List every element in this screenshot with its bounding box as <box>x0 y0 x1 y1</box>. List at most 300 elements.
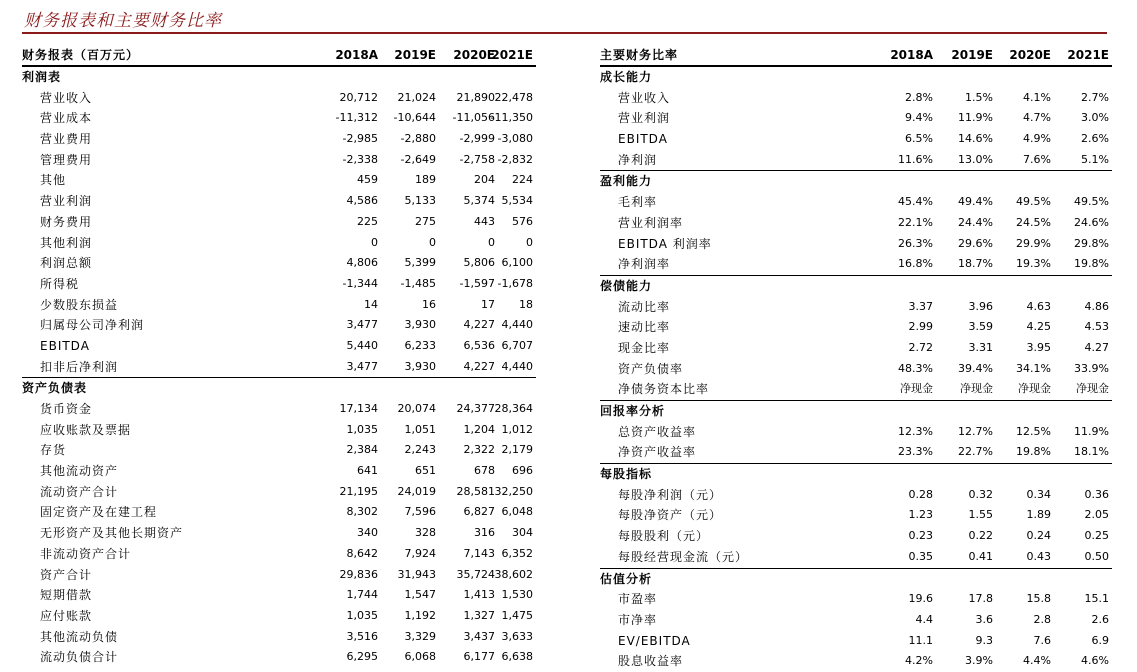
row-value: 6,100 <box>501 256 533 270</box>
row-value: 1.23 <box>908 508 933 522</box>
row-value: 17.8 <box>968 592 993 606</box>
section-header <box>600 400 1112 422</box>
section-title: 每股指标 <box>600 467 653 482</box>
table-row <box>600 526 1112 547</box>
table-row <box>22 253 536 274</box>
row-value: 1,327 <box>463 608 495 622</box>
table-row <box>22 212 536 233</box>
row-value: 2.6 <box>1091 612 1109 626</box>
row-value: 3,633 <box>501 629 533 643</box>
table-header <box>22 46 536 67</box>
table-row <box>22 627 536 648</box>
table-row <box>600 379 1112 400</box>
table-row <box>22 585 536 606</box>
row-value: 21,195 <box>339 484 378 498</box>
row-label: 营业收入 <box>40 90 93 105</box>
table-row <box>22 108 536 129</box>
row-value: 3.0% <box>1081 111 1109 125</box>
table-row <box>600 422 1112 443</box>
table-row <box>22 523 536 544</box>
row-value: 16 <box>422 297 436 311</box>
table-row <box>22 336 536 357</box>
row-value: 4.9% <box>1023 132 1051 146</box>
row-value: 1,035 <box>346 608 378 622</box>
row-value: 20,712 <box>339 90 378 104</box>
row-value: 12.5% <box>1016 424 1051 438</box>
table-row <box>22 274 536 295</box>
section-title: 估值分析 <box>600 571 653 586</box>
row-value: 39.4% <box>958 361 993 375</box>
row-value: 6,536 <box>463 338 495 352</box>
row-value: 6,352 <box>501 546 533 560</box>
row-value: 4.53 <box>1084 320 1109 334</box>
row-value: 3,930 <box>404 359 436 373</box>
table-row <box>600 485 1112 506</box>
row-value: 7,924 <box>404 546 436 560</box>
row-label: 毛利率 <box>618 195 658 210</box>
row-value: 189 <box>415 173 436 187</box>
row-value: -3,080 <box>497 132 533 146</box>
table-row <box>22 295 536 316</box>
row-value: 29.8% <box>1074 236 1109 250</box>
table-row <box>22 233 536 254</box>
row-label: 流动资产合计 <box>40 484 119 499</box>
row-value: 3.59 <box>968 320 993 334</box>
row-label: 现金比率 <box>618 340 671 355</box>
row-label: 营业成本 <box>40 111 93 126</box>
table-row <box>600 589 1112 610</box>
row-value: -1,678 <box>497 276 533 290</box>
table-row <box>22 482 536 503</box>
row-value: 1,744 <box>346 588 378 602</box>
table-row <box>600 192 1112 213</box>
row-value: 0 <box>371 235 378 249</box>
row-value: 32,250 <box>494 484 533 498</box>
row-value: 49.4% <box>958 195 993 209</box>
row-value: 1,012 <box>501 422 533 436</box>
row-label: 货币资金 <box>40 402 93 416</box>
row-value: -1,344 <box>342 276 378 290</box>
row-value: 21,024 <box>397 90 436 104</box>
row-label: 管理费用 <box>40 152 93 167</box>
row-label: 应付账款 <box>40 608 93 623</box>
row-value: 3.37 <box>908 299 933 313</box>
row-value: 3,437 <box>463 629 495 643</box>
row-value: 26.3% <box>898 236 933 250</box>
table-row <box>22 129 536 150</box>
row-value: 19.8% <box>1016 445 1051 459</box>
table-header <box>600 46 1112 67</box>
row-value: 24,019 <box>397 484 436 498</box>
row-value: 4.63 <box>1026 299 1051 313</box>
row-value: 11.6% <box>898 152 933 166</box>
row-value: 316 <box>474 526 495 540</box>
row-value: 2,179 <box>501 443 533 457</box>
row-value: 8,642 <box>346 546 378 560</box>
row-label: 少数股东损益 <box>40 297 119 312</box>
row-value: -2,832 <box>497 152 533 166</box>
financial-ratios-table <box>600 46 1112 672</box>
row-label: 其他流动负债 <box>40 629 119 644</box>
row-value: 14.6% <box>958 132 993 146</box>
section-header <box>600 568 1112 590</box>
row-value: 6,707 <box>501 338 533 352</box>
section-header <box>600 170 1112 192</box>
row-value: 6,048 <box>501 505 533 519</box>
row-value: 6.5% <box>905 132 933 146</box>
row-value: -2,880 <box>400 132 436 146</box>
row-value: 2.6% <box>1081 132 1109 146</box>
row-value: 9.4% <box>905 111 933 125</box>
row-value: 1,530 <box>501 588 533 602</box>
row-value: 24.5% <box>1016 215 1051 229</box>
row-value: 8,302 <box>346 505 378 519</box>
row-value: 49.5% <box>1074 195 1109 209</box>
row-value: 21,890 <box>456 90 495 104</box>
column-header-3: 2021E <box>1067 48 1109 62</box>
row-value: 0.22 <box>968 529 993 543</box>
row-label: 其他流动资产 <box>40 464 119 479</box>
row-value: 净现金 <box>1018 382 1051 396</box>
row-value: 1,035 <box>346 422 378 436</box>
table-row <box>600 234 1112 255</box>
row-label: 其他利润 <box>40 235 93 250</box>
table-row <box>600 213 1112 234</box>
row-value: -2,338 <box>342 152 378 166</box>
row-label: 固定资产及在建工程 <box>40 505 158 520</box>
row-value: 2,322 <box>463 443 495 457</box>
row-label: 无形资产及其他长期资产 <box>40 526 184 541</box>
table-row <box>600 359 1112 380</box>
table-row <box>22 191 536 212</box>
row-value: 6,295 <box>346 650 378 664</box>
row-label: 资产合计 <box>40 567 93 582</box>
row-value: 28,364 <box>494 402 533 415</box>
row-value: 7,596 <box>404 505 436 519</box>
row-value: 24.6% <box>1074 215 1109 229</box>
row-value: 3,477 <box>346 318 378 332</box>
row-value: 696 <box>512 464 533 478</box>
row-value: 2.05 <box>1084 508 1109 522</box>
row-label: 存货 <box>40 443 67 458</box>
column-header-3: 2021E <box>491 48 533 62</box>
row-value: 4.6% <box>1081 654 1109 668</box>
row-value: 15.8 <box>1026 592 1051 606</box>
row-value: 6,233 <box>404 338 436 352</box>
column-header-0: 2018A <box>335 48 378 62</box>
row-value: 4,227 <box>463 318 495 332</box>
table-row <box>600 254 1112 275</box>
row-value: 5,806 <box>463 256 495 270</box>
row-value: 6,068 <box>404 650 436 664</box>
row-value: 11.9% <box>958 111 993 125</box>
row-value: 15.1 <box>1084 592 1109 606</box>
row-label: 净利润率 <box>618 257 671 272</box>
row-label: 流动比率 <box>618 299 671 314</box>
row-value: 0.28 <box>908 487 933 501</box>
row-value: -11,056 <box>452 111 495 125</box>
row-value: 净现金 <box>900 382 933 396</box>
row-label: 营业利润 <box>40 194 93 209</box>
column-header-1: 2019E <box>394 48 436 62</box>
row-value: 651 <box>415 464 436 478</box>
section-header <box>22 67 536 88</box>
row-value: 5,534 <box>501 194 533 208</box>
row-value: 49.5% <box>1016 195 1051 209</box>
row-value: 3.9% <box>965 654 993 668</box>
row-value: 28,581 <box>456 484 495 498</box>
row-value: 22.7% <box>958 445 993 459</box>
table-row <box>22 544 536 565</box>
row-value: 6,827 <box>463 505 495 519</box>
row-value: -1,485 <box>400 276 436 290</box>
row-label: 营业利润率 <box>618 215 684 230</box>
row-value: 1,192 <box>404 608 436 622</box>
row-value: 18.7% <box>958 257 993 271</box>
row-value: 23.3% <box>898 445 933 459</box>
row-label: 市净率 <box>618 612 658 627</box>
row-label: 每股经营现金流（元） <box>618 549 749 564</box>
row-value: 275 <box>415 214 436 228</box>
row-value: 19.8% <box>1074 257 1109 271</box>
row-value: 29,836 <box>339 567 378 581</box>
row-value: 1.55 <box>968 508 993 522</box>
table-row <box>600 317 1112 338</box>
row-value: 4.2% <box>905 654 933 668</box>
table-row <box>22 399 536 420</box>
table-row <box>600 631 1112 652</box>
row-value: 净现金 <box>960 382 993 396</box>
row-label: 每股股利（元） <box>618 529 710 544</box>
row-value: 678 <box>474 464 495 478</box>
row-label: 市盈率 <box>618 592 658 607</box>
table-row <box>600 150 1112 171</box>
table-row <box>22 565 536 586</box>
row-value: -2,985 <box>342 132 378 146</box>
financial-statements-table <box>22 46 536 668</box>
row-value: 34.1% <box>1016 361 1051 375</box>
table-row <box>600 297 1112 318</box>
row-value: 22.1% <box>898 215 933 229</box>
table-row <box>22 440 536 461</box>
row-value: 7.6 <box>1033 633 1051 647</box>
row-value: 0.36 <box>1084 487 1109 501</box>
row-value: 20,074 <box>397 402 436 415</box>
row-value: 204 <box>474 173 495 187</box>
row-label: 扣非后净利润 <box>40 359 119 374</box>
row-value: 1,204 <box>463 422 495 436</box>
row-label: EBITDA <box>618 132 668 147</box>
row-value: 0 <box>429 235 436 249</box>
row-value: 443 <box>474 214 495 228</box>
row-label: 营业费用 <box>40 132 93 147</box>
row-value: 14 <box>364 297 378 311</box>
row-value: 0 <box>526 235 533 249</box>
row-label: 应收账款及票据 <box>40 422 132 437</box>
row-value: 2.72 <box>908 340 933 354</box>
section-title: 资产负债表 <box>22 381 88 396</box>
section-header <box>22 377 536 399</box>
table-row <box>22 170 536 191</box>
row-value: 11.1 <box>908 633 933 647</box>
row-value: 576 <box>512 214 533 228</box>
row-value: 340 <box>357 526 378 540</box>
section-title: 成长能力 <box>600 70 653 84</box>
row-label: 每股净利润（元） <box>618 487 723 502</box>
row-label: 短期借款 <box>40 588 93 603</box>
table-row <box>600 610 1112 631</box>
row-value: 3,329 <box>404 629 436 643</box>
row-value: 641 <box>357 464 378 478</box>
section-title: 盈利能力 <box>600 174 653 189</box>
table-row <box>600 442 1112 463</box>
row-label: 流动负债合计 <box>40 650 119 665</box>
row-value: 33.9% <box>1074 361 1109 375</box>
row-value: 2,384 <box>346 443 378 457</box>
table-row <box>22 150 536 171</box>
table-row <box>22 502 536 523</box>
section-header <box>600 275 1112 297</box>
row-value: 17 <box>481 297 495 311</box>
row-value: 4.27 <box>1084 340 1109 354</box>
row-value: 2.8 <box>1033 612 1051 626</box>
table-row <box>600 338 1112 359</box>
row-value: 0.32 <box>968 487 993 501</box>
row-value: 18.1% <box>1074 445 1109 459</box>
row-value: 5,133 <box>404 194 436 208</box>
row-value: 4,440 <box>501 359 533 373</box>
row-value: 4,806 <box>346 256 378 270</box>
table-header-label: 财务报表（百万元） <box>22 48 140 62</box>
table-row <box>22 88 536 109</box>
row-value: 31,943 <box>397 567 436 581</box>
row-value: 4.7% <box>1023 111 1051 125</box>
row-value: 328 <box>415 526 436 540</box>
column-header-1: 2019E <box>951 48 993 62</box>
row-value: 5.1% <box>1081 152 1109 166</box>
row-value: 29.9% <box>1016 236 1051 250</box>
row-label: EBITDA 利润率 <box>618 236 712 251</box>
column-header-0: 2018A <box>890 48 933 62</box>
row-value: 净现金 <box>1076 382 1109 396</box>
row-value: 19.6 <box>908 592 933 606</box>
row-value: 4.25 <box>1026 320 1051 334</box>
table-header-label: 主要财务比率 <box>600 48 679 62</box>
table-row <box>22 606 536 627</box>
row-value: 2,243 <box>404 443 436 457</box>
row-value: 3.96 <box>968 299 993 313</box>
row-value: 4,227 <box>463 359 495 373</box>
column-header-2: 2020E <box>453 48 495 62</box>
row-label: 资产负债率 <box>618 361 684 376</box>
row-value: 13.0% <box>958 152 993 166</box>
row-value: 3.95 <box>1026 340 1051 354</box>
row-value: 5,440 <box>346 338 378 352</box>
row-value: 0.25 <box>1084 529 1109 543</box>
row-value: 7,143 <box>463 546 495 560</box>
row-value: 4.86 <box>1084 299 1109 313</box>
row-value: 0.35 <box>908 549 933 563</box>
table-row <box>22 315 536 336</box>
row-value: 24.4% <box>958 215 993 229</box>
column-header-2: 2020E <box>1009 48 1051 62</box>
row-label: 每股净资产（元） <box>618 508 723 523</box>
row-value: 2.8% <box>905 90 933 104</box>
table-row <box>22 420 536 441</box>
row-value: 4.4 <box>915 612 933 626</box>
section-title: 利润表 <box>22 70 62 84</box>
table-row <box>600 108 1112 129</box>
row-value: 45.4% <box>898 195 933 209</box>
row-value: 12.7% <box>958 424 993 438</box>
row-value: 29.6% <box>958 236 993 250</box>
table-row <box>22 461 536 482</box>
row-value: 459 <box>357 173 378 187</box>
row-value: 1.89 <box>1026 508 1051 522</box>
row-label: 利润总额 <box>40 256 93 271</box>
row-value: 4.1% <box>1023 90 1051 104</box>
row-value: 6,638 <box>501 650 533 664</box>
row-value: 304 <box>512 526 533 540</box>
row-value: 0.43 <box>1026 549 1051 563</box>
row-value: 0.34 <box>1026 487 1051 501</box>
table-row <box>600 129 1112 150</box>
section-title: 偿债能力 <box>600 278 653 293</box>
title-divider <box>22 32 1107 34</box>
row-value: 4.4% <box>1023 654 1051 668</box>
table-row <box>600 505 1112 526</box>
table-row <box>600 547 1112 568</box>
row-value: 1.5% <box>965 90 993 104</box>
row-value: 19.3% <box>1016 257 1051 271</box>
row-label: 总资产收益率 <box>618 424 697 439</box>
table-row <box>22 357 536 378</box>
row-label: 净债务资本比率 <box>618 382 710 397</box>
row-value: 0.24 <box>1026 529 1051 543</box>
row-label: 归属母公司净利润 <box>40 318 145 333</box>
page-title: 财务报表和主要财务比率 <box>24 11 222 31</box>
table-row <box>600 88 1112 109</box>
row-value: 16.8% <box>898 257 933 271</box>
row-value: 18 <box>519 297 533 311</box>
row-value: 3,930 <box>404 318 436 332</box>
row-value: 3,477 <box>346 359 378 373</box>
row-value: -2,999 <box>459 132 495 146</box>
row-value: 225 <box>357 214 378 228</box>
row-value: -1,597 <box>459 276 495 290</box>
row-value: 11.9% <box>1074 424 1109 438</box>
row-label: 速动比率 <box>618 320 671 335</box>
table-row <box>22 647 536 668</box>
row-value: 24,377 <box>456 402 495 415</box>
row-label: 其他 <box>40 173 67 188</box>
row-label: 净资产收益率 <box>618 445 697 460</box>
row-value: 1,413 <box>463 588 495 602</box>
row-value: 38,602 <box>494 567 533 581</box>
row-value: 0.41 <box>968 549 993 563</box>
row-value: 4,440 <box>501 318 533 332</box>
row-value: 9.3 <box>975 633 993 647</box>
row-value: 17,134 <box>339 402 378 415</box>
row-value: 0 <box>488 235 495 249</box>
row-value: 48.3% <box>898 361 933 375</box>
row-value: 22,478 <box>494 90 533 104</box>
row-value: 7.6% <box>1023 152 1051 166</box>
row-value: 5,374 <box>463 194 495 208</box>
row-value: -11,350 <box>490 111 533 125</box>
row-value: -11,312 <box>335 111 378 125</box>
row-value: 12.3% <box>898 424 933 438</box>
